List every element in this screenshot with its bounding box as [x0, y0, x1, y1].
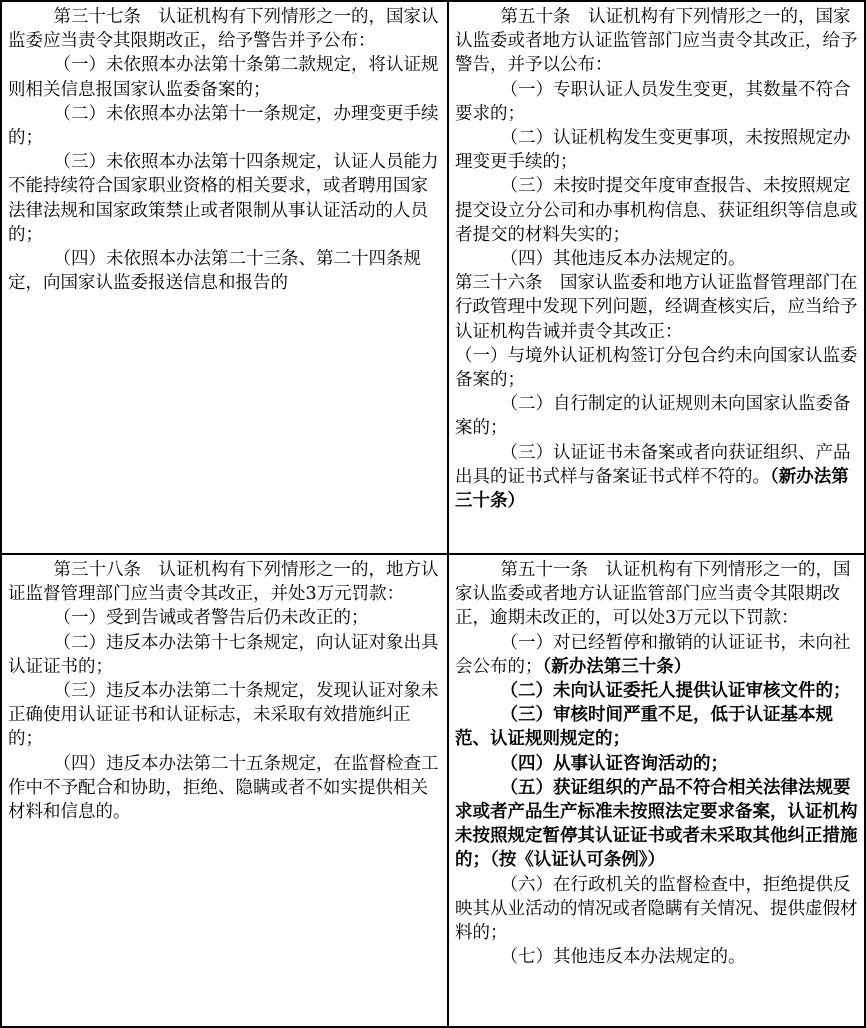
paragraph: （二）认证机构发生变更事项，未按照规定办理变更手续的；	[455, 128, 851, 173]
paragraph: （二）自行制定的认证规则未向国家认监委备案的；	[455, 394, 851, 439]
paragraph-text: （一）对已经暂停和撤销的认证证书，未向社会公布的；	[455, 632, 851, 677]
paragraph: （四）从事认证咨询活动的；	[500, 753, 728, 774]
paragraph: （二）未依照本办法第十一条规定，办理变更手续的；	[8, 103, 439, 149]
paragraph: （一）受到告诫或者警告后仍未改正的；	[53, 608, 369, 629]
paragraph: （四）未依照本办法第二十三条、第二十四条规定，向国家认监委报送信息和报告的	[8, 249, 421, 294]
paragraph: （七）其他违反本办法规定的。	[500, 947, 746, 968]
new-article-50-cell	[448, 1, 865, 554]
paragraph: （二）违反本办法第十七条规定，向认证对象出具认证证书的；	[8, 632, 439, 677]
bold-note: （新办法第三十条）	[542, 656, 692, 677]
paragraph: （二）未向认证委托人提供认证审核文件的；	[500, 681, 851, 702]
table-row	[1, 1, 865, 554]
paragraph: （三）未依照本办法第十四条规定，认证人员能力不能持续符合国家职业资格的相关要求，或者聘用国家法律法规和国家政策禁止或者限制从事认证活动的人员的；	[8, 152, 439, 245]
paragraph: （三）未按时提交年度审查报告、未按照规定提交设立分公司和办事机构信息、获证组织等信息或者提交的材料失实的；	[455, 176, 858, 245]
paragraph: 第五十条 认证机构有下列情形之一的，国家认监委或者地方认证监管部门应当责令其改正，给予警告，并予以公布：	[455, 7, 858, 76]
paragraph: （六）在行政机关的监督检查中，拒绝提供反映其从业活动的情况或者隐瞒有关情况、提供虚假材料的；	[455, 874, 858, 944]
paragraph: （三）审核时间严重不足，低于认证基本规范、认证规则规定的；	[455, 705, 833, 750]
paragraph: （一）专职认证人员发生变更，其数量不符合要求的；	[455, 79, 851, 124]
paragraph	[455, 441, 858, 514]
old-article-37-cell	[1, 1, 448, 554]
new-article-51-cell	[448, 554, 865, 1027]
paragraph: 第三十六条 国家认监委和地方认证监督管理部门在行政管理中发现下列问题，经调查核实后，应当给予认证机构告诫并责令其改正：	[455, 273, 858, 342]
paragraph: （五）获证组织的产品不符合相关法律法规要求或者产品生产标准未按照法定要求备案，认证机构未按照规定暂停其认证证书或者未采取其他纠正措施的；（按《认证认可条例》）	[455, 777, 858, 871]
paragraph: （四）其他违反本办法规定的。	[500, 249, 746, 270]
paragraph	[455, 631, 858, 679]
bold-note: （新办法第三十条）	[455, 466, 849, 512]
paragraph: 第三十八条 认证机构有下列情形之一的，地方认证监督管理部门应当责令其改正，并处3万元罚款：	[8, 560, 439, 605]
paragraph-text: （三）认证证书未备案或者向获证组织、产品出具的证书式样与备案证书式样不符的。	[455, 442, 851, 487]
old-article-38-cell	[1, 554, 448, 1027]
paragraph: 第五十一条 认证机构有下列情形之一的，国家认监委或者地方认证监管部门应当责令其限期改正，逾期未改正的，可以处3万元以下罚款：	[455, 560, 851, 629]
paragraph: （三）违反本办法第二十条规定，发现认证对象未正确使用认证证书和认证标志，未采取有效措施纠正的；	[8, 681, 439, 750]
paragraph: 第三十七条 认证机构有下列情形之一的，国家认监委应当责令其限期改正，给予警告并予公布：	[8, 7, 439, 52]
table-row	[1, 554, 865, 1027]
paragraph: （一）未依照本办法第十条第二款规定，将认证规则相关信息报国家认监委备案的；	[8, 55, 439, 100]
paragraph: （四）违反本办法第二十五条规定，在监督检查工作中不予配合和协助，拒绝、隐瞒或者不如实提供相关材料和信息的。	[8, 753, 439, 823]
paragraph: （一）与境外认证机构签订分包合约未向国家认监委备案的；	[455, 345, 858, 391]
